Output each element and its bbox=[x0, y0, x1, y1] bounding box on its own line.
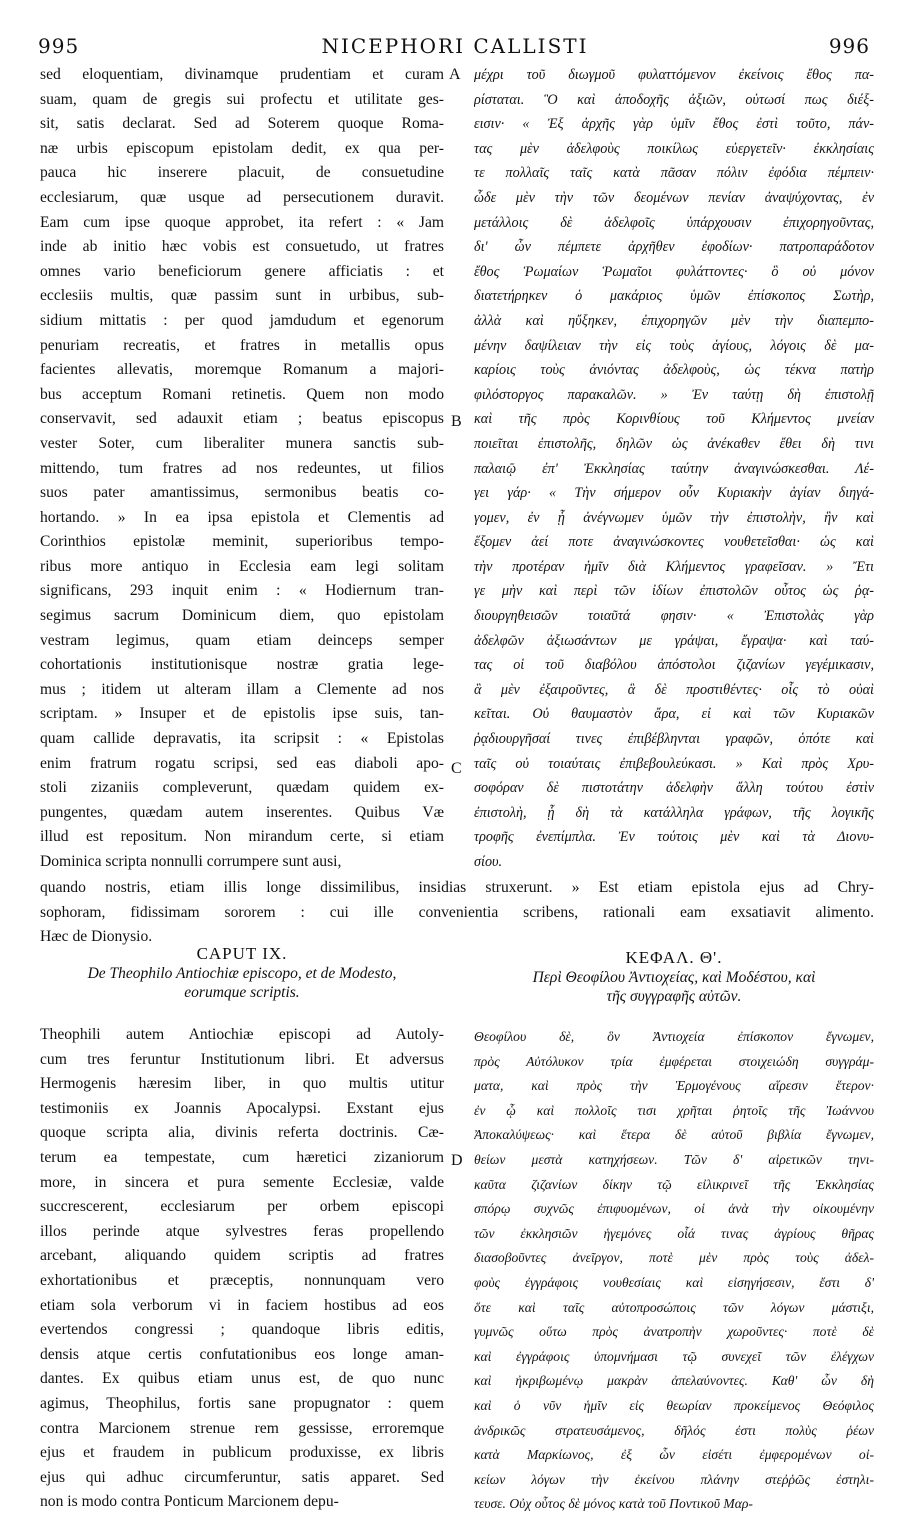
greek-text-line: ἀνδρικῶς στρατευσάμενος, δῆλός ἐστι πολὺς ῥέων bbox=[474, 1422, 874, 1438]
greek-text-line: καὶ ὁ νῦν ἡμῖν εἰς θεωρίαν προκείμενος Θεόφιλος bbox=[474, 1397, 874, 1413]
greek-text-line: ματα, καὶ πρὸς τὴν Ἑρμογένους αἵρεσιν ἕτερον· bbox=[474, 1078, 874, 1094]
latin-text-line: omnes vario beneficiorum genere afficiatis : et bbox=[40, 262, 444, 280]
latin-chapter-heading bbox=[40, 944, 444, 1002]
latin-text-line: ecclesiarum, quæ usque ad persecutionem duravit. bbox=[40, 188, 444, 206]
latin-text-line: arcebant, aliquando quidem scriptis ad fratres bbox=[40, 1247, 444, 1265]
greek-text-line: παλαιῷ ἐπ' Ἐκκλησίας ταύτην ἀναγινώσκεσθαι. Λέ- bbox=[474, 460, 874, 477]
margin-marker-c: C bbox=[451, 760, 462, 777]
greek-text-line: τας μὲν ἀδελφοὺς ποικίλως εὐεργετεῖν· ἐκκλησίαις bbox=[474, 140, 874, 157]
greek-text-line: τας οἱ τοῦ διαβόλου ἀπόστολοι ζιζανίων γεγέμικασιν, bbox=[474, 657, 874, 674]
latin-text-line: sed eloquentiam, divinamque prudentiam et curam bbox=[40, 66, 444, 83]
greek-text-line: καὶ ἐγγράφοις ὑπομνήμασι τῷ συνεχεῖ τῶν ἐλέγχων bbox=[474, 1348, 874, 1364]
latin-text-line: scriptam. » Insuper et de epistolis ipse suis, tan- bbox=[40, 705, 444, 723]
latin-text-line: conservavit, sed adauxit etiam ; beatus episcopus bbox=[40, 410, 444, 428]
greek-text-line: ἐπιστολὴ, ᾗ δὴ τὰ κατάλληλα γράφων, τῆς λογικῆς bbox=[474, 804, 874, 821]
greek-chapter-heading bbox=[474, 948, 874, 1006]
greek-text-line: γυμνῶς οὕτω πρὸς ἀνατροπὴν χωροῦντες· ποτὲ δὲ bbox=[474, 1324, 874, 1340]
latin-text-line: contra Marcionem strenue rem gessisse, erroremque bbox=[40, 1419, 444, 1437]
greek-text-line: διασοβοῦντες ἀνεῖργον, ποτὲ μὲν πρὸς τοὺς ἀδελ- bbox=[474, 1250, 874, 1266]
greek-text-line: ἔθος Ῥωμαίων Ῥωμαῖοι φυλάττοντες· ὃ οὐ μόνον bbox=[474, 263, 874, 280]
latin-text-line: penuriam recreatis, et fratres in metallis opus bbox=[40, 336, 444, 354]
latin-chapter-subtitle-1: De Theophilo Antiochiæ episcopo, et de Modesto, bbox=[87, 965, 397, 982]
greek-text-line: μένην δαψίλειαν τὴν εἰς τοὺς ἁγίους, λόγοις δὲ μα- bbox=[474, 337, 874, 354]
greek-text-line: σοφόραν δὲ πιστοτάτην ἀδελφὴν ἄλλη τούτου ἐστὶν bbox=[474, 780, 874, 797]
greek-text-line: καρίοις τοὺς ἀνιόντας ἀδελφοὺς, ὡς τέκνα πατὴρ bbox=[474, 362, 874, 379]
greek-text-line: τευσε. Οὐχ οὗτος δὲ μόνος κατὰ τοῦ Ποντικοῦ Μαρ- bbox=[474, 1496, 753, 1512]
latin-text-line: Dominica scripta nonnulli corrumpere sunt ausi, bbox=[40, 853, 342, 870]
greek-text-line: ἐν ᾧ καὶ πολλοῖς τισι χρῆται ῥητοῖς τῆς Ἰωάννου bbox=[474, 1102, 874, 1118]
greek-text-line: ῥᾳδιουργῆσαί τινες ἐπιβέβληνται γραφῶν, ὁπότε καὶ bbox=[474, 731, 874, 748]
latin-column-top bbox=[40, 63, 444, 875]
latin-text-line: testimoniis ex Joannis Apocalypsi. Exstant ejus bbox=[40, 1099, 444, 1117]
latin-text-line: inde ab initio hæc vobis est consuetudo, ut fratres bbox=[40, 238, 444, 256]
latin-text-line: quoque scripta alia, divinis referta doctrinis. Cæ- bbox=[40, 1124, 444, 1142]
latin-text-line: ribus more antiquo in Ecclesia eam legi solitam bbox=[40, 557, 444, 575]
latin-text-line: terum ea tempestate, cum hæretici zizaniorum bbox=[40, 1148, 444, 1166]
greek-text-line: τῶν ἐκκλησιῶν ἡγεμόνες οἷά τινας ἀγρίους θῆρας bbox=[474, 1225, 874, 1241]
latin-text-line: Corinthios epistolæ meminit, superioribus tempo- bbox=[40, 533, 444, 551]
greek-text-line: ἀδελφῶν ἀξιωσάντων με γράψαι, ἔγραψα· καὶ ταύ- bbox=[474, 632, 874, 649]
greek-text-line: γε μὴν καὶ περὶ τῶν ἰδίων ἐπιστολῶν οὗτος ὡς ῥᾳ- bbox=[474, 583, 874, 600]
margin-marker-b: B bbox=[451, 413, 462, 430]
greek-text-line: ὧδε μὲν τὴν τῶν δεομένων πενίαν ἀναψύχοντας, ἐν bbox=[474, 189, 874, 206]
greek-text-line: Θεοφίλου δὲ, ὃν Ἀντιοχεία ἐπίσκοπον ἔγνωμεν, bbox=[474, 1029, 874, 1044]
latin-text-line: enim fratrum rogatu scripsi, sed eas diaboli apo- bbox=[40, 754, 444, 772]
latin-text-line: densis atque certis confutationibus eos longe aman- bbox=[40, 1345, 444, 1363]
left-page-number: 995 bbox=[38, 34, 80, 58]
greek-text-line: κείων λόγων τὴν ἐκείνου πλάνην στεῤῥῶς ἐστηλι- bbox=[474, 1471, 874, 1487]
latin-text-line: quando nostris, etiam illis longe dissimilibus, insidias struxerunt. » Est etiam epistola ejus ad Chry- bbox=[40, 879, 874, 896]
latin-text-line: suos pater amantissimus, sermonibus beatis co- bbox=[40, 484, 444, 502]
greek-text-line: τροφῆς ἐνεπίμπλα. Ἐν τούτοις μὲν καὶ τὰ Διονυ- bbox=[474, 829, 874, 846]
latin-text-line: sit, satis declarat. Sed ad Soterem quoque Roma- bbox=[40, 115, 444, 133]
greek-text-line: ἃ μὲν ἐξαιροῦντες, ἃ δὲ προστιθέντες· οἷς τὸ οὐαὶ bbox=[474, 681, 874, 698]
greek-text-line: ὅτε καὶ ταῖς αὐτοπροσώποις τῶν λόγων μάστιξι, bbox=[474, 1299, 874, 1315]
latin-text-line: succrescerent, ecclesiarum per orbem episcopi bbox=[40, 1198, 444, 1216]
latin-chapter-title: CAPUT IX. bbox=[196, 944, 288, 963]
latin-text-line: næ urbis episcopum epistolam dedit, ex qua per- bbox=[40, 139, 444, 157]
latin-text-line: Hæc de Dionysio. bbox=[40, 928, 153, 946]
greek-text-line: τὴν προτέραν ἡμῖν διὰ Κλήμεντος γραφεῖσαν. » Ἔτι bbox=[474, 558, 874, 575]
margin-marker-d: D bbox=[451, 1152, 463, 1169]
latin-text-line: sophoram, fidissimam sororem : cui ille convenientia scribens, rationali eam exsatiavit alimento. bbox=[40, 903, 874, 921]
greek-text-line: καὶ ἠκριβωμένῳ μακρὰν ἀπελαύνοντες. Καθ' ὧν δὴ bbox=[474, 1373, 874, 1389]
latin-chapter-subtitle-2: eorumque scriptis. bbox=[184, 984, 300, 1001]
latin-text-line: ecclesiis multis, quæ passim sunt in urbibus, sub- bbox=[40, 287, 444, 305]
latin-text-line: Eam cum ipse quoque approbet, ita refert : « Jam bbox=[40, 213, 444, 231]
latin-text-line: agimus, Theophilus, fortis sane propugnator : quem bbox=[40, 1394, 444, 1412]
greek-chapter-title: ΚΕΦΑΛ. Θ'. bbox=[625, 948, 723, 967]
greek-text-line: εισιν· « Ἐξ ἀρχῆς γὰρ ὑμῖν ἔθος ἐστὶ τοῦτο, πάν- bbox=[474, 116, 874, 133]
greek-chapter-subtitle-1: Περὶ Θεοφίλου Ἀντιοχείας, καὶ Μοδέστου, καὶ bbox=[532, 969, 816, 986]
greek-text-line: ἕξομεν ἀεί ποτε ἀναγινώσκοντες νουθετεῖσθαι· ὡς καὶ bbox=[474, 534, 874, 551]
greek-text-line: Ἀποκαλύψεως· καὶ ἕτερα δὲ αὐτοῦ βιβλία ἔγνωμεν, bbox=[474, 1127, 874, 1143]
latin-text-line: more, in sincera et pura semente Ecclesiæ, valde bbox=[40, 1173, 444, 1191]
greek-text-line: φοὺς ἐγγράφοις νουθεσίαις καὶ εἰσηγήσεσιν, ἔστι δ' bbox=[474, 1274, 874, 1290]
latin-text-line: suam, quam de gregis sui profectu et utilitate ges- bbox=[40, 90, 444, 108]
greek-text-line: διουργηθεισῶν τοιαῦτά φησιν· « Ἐπιστολὰς γὰρ bbox=[474, 608, 874, 625]
greek-text-line: διατετήρηκεν ὁ μακάριος ὑμῶν ἐπίσκοπος Σωτὴρ, bbox=[474, 288, 874, 305]
latin-text-line: vester Soter, cum liberaliter munera sanctis sub- bbox=[40, 434, 444, 452]
latin-text-line: Hermogenis hæresim liber, in quo multis utitur bbox=[40, 1075, 444, 1093]
latin-text-line: mus ; itidem ut alteram illam a Clemente ad nos bbox=[40, 680, 444, 698]
running-title: NICEPHORI CALLISTI bbox=[321, 34, 589, 58]
latin-text-line: quam callide depravatis, ita scripsit : « Epistolas bbox=[40, 730, 444, 748]
greek-text-line: ποιεῖται ἐπιστολῆς, δηλῶν ὡς ἀνέκαθεν ἔθει δὴ τινι bbox=[474, 435, 874, 452]
greek-text-line: κατὰ Μαρκίωνος, ἐξ ὧν εἰσέτι ἐμφερομένων οἰ- bbox=[474, 1447, 874, 1463]
latin-text-line: evertendos congressi ; quandoque libris editis, bbox=[40, 1321, 444, 1339]
greek-text-line: ταῖς οὐ τοιαύταις ἐπιβεβουλεύκασι. » Καὶ πρὸς Χρυ- bbox=[474, 755, 874, 772]
latin-text-line: illos perinde atque sylvestres feras propellendo bbox=[40, 1222, 444, 1240]
latin-text-line: facientes allevatis, moremque Romanum a majori- bbox=[40, 361, 444, 379]
greek-text-line: μέχρι τοῦ διωγμοῦ φυλαττόμενον ἐκείνοις ἔθος πα- bbox=[474, 67, 874, 83]
greek-text-line: τε πολλαῖς ταῖς κατὰ πᾶσαν πόλιν ἐφόδια πέμπειν· bbox=[474, 165, 874, 182]
latin-text-line: exhortationibus et præceptis, nonnunquam vero bbox=[40, 1271, 444, 1289]
latin-text-line: mittendo, tum fratres ad nos redeuntes, ut filios bbox=[40, 459, 444, 477]
right-page-number: 996 bbox=[828, 34, 870, 58]
latin-text-line: hortando. » In ea ipsa epistola et Clementis ad bbox=[40, 508, 444, 526]
latin-text-line: bus acceptum Romani retinetis. Quem non modo bbox=[40, 385, 444, 403]
greek-text-line: θείων μεστὰ κατηχήσεων. Τῶν δ' αἱρετικῶν τηνι- bbox=[474, 1151, 874, 1167]
latin-text-line: segimus sacrum Dominicum diem, quo epistolam bbox=[40, 607, 444, 625]
greek-text-line: σπόρῳ συχνῶς ἐπιφυομένων, οἱ ἀνὰ τὴν οἰκουμένην bbox=[474, 1201, 874, 1217]
latin-full-width-paragraph bbox=[40, 876, 874, 950]
greek-text-line: ἀλλὰ καὶ ηὔξηκεν, ἐπιχορηγῶν μὲν τὴν διαπεμπο- bbox=[474, 312, 874, 329]
latin-text-line: illud est repositum. Non mirandum certe, si etiam bbox=[40, 828, 444, 846]
greek-text-line: πρὸς Αὐτόλυκον τρία ἐμφέρεται στοιχειώδη συγγράμ- bbox=[474, 1053, 874, 1069]
margin-marker-a: A bbox=[449, 66, 461, 83]
greek-column-top bbox=[474, 63, 874, 875]
greek-text-line: δι' ὧν πέμπετε ἀρχῆθεν ἐφοδίων· πατροπαράδοτον bbox=[474, 239, 874, 256]
latin-text-line: vestram legimus, quam etiam deinceps semper bbox=[40, 631, 444, 649]
latin-text-line: cum tres feruntur Institutionum libri. Et adversus bbox=[40, 1050, 444, 1068]
greek-text-line: γει γάρ· « Τὴν σήμερον οὖν Κυριακὴν ἁγίαν διηγά- bbox=[474, 485, 874, 502]
latin-text-line: dantes. Ex quibus etiam unus est, de quo nunc bbox=[40, 1370, 444, 1388]
greek-text-line: κεῖται. Οὐ θαυμαστὸν ἄρα, εἰ καὶ τῶν Κυριακῶν bbox=[474, 706, 874, 723]
greek-column-bottom bbox=[474, 1025, 874, 1517]
latin-text-line: pauca hic inserere placuit, de consuetudine bbox=[40, 164, 444, 182]
latin-column-bottom bbox=[40, 1023, 444, 1515]
latin-text-line: etiam sola verborum vi in faciem hostibus ad eos bbox=[40, 1296, 444, 1314]
greek-text-line: καὶ τῆς πρὸς Κορινθίους τοῦ Κλήμεντος μνείαν bbox=[474, 411, 874, 428]
latin-text-line: ejus et fraudem in publicum produxisse, ex libris bbox=[40, 1444, 444, 1462]
latin-text-line: ejus qui adhuc circumferuntur, satis apparet. Sed bbox=[40, 1468, 444, 1486]
greek-text-line: φιλόστοργος παρακαλῶν. » Ἐν ταύτῃ δὴ ἐπιστολῇ bbox=[474, 386, 874, 403]
greek-text-line: ρίσταται. Ὃ καὶ ἀποδοχῆς ἀξιῶν, οὑτωσί πως διέξ- bbox=[474, 91, 874, 108]
latin-text-line: pungentes, quædam autem inserentes. Quibus Væ bbox=[40, 803, 444, 821]
latin-text-line: Theophili autem Antiochiæ episcopi ad Autoly- bbox=[40, 1026, 444, 1043]
greek-text-line: γομεν, ἐν ᾗ ἀνέγνωμεν ὑμῶν τὴν ἐπιστολὴν, ἣν καὶ bbox=[474, 509, 874, 526]
latin-text-line: significans, 293 inquit enim : « Hodiernum tran- bbox=[40, 582, 444, 600]
latin-text-line: non is modo contra Ponticum Marcionem depu- bbox=[40, 1493, 339, 1511]
greek-text-line: σίου. bbox=[474, 854, 503, 870]
latin-text-line: sidium mittatis : per quod jamdudum et egenorum bbox=[40, 311, 444, 329]
greek-text-line: μετάλλοις δὲ ἀδελφοῖς ὑπάρχουσιν ἐπιχορηγοῦντας, bbox=[474, 214, 874, 231]
greek-chapter-subtitle-2: τῆς συγγραφῆς αὐτῶν. bbox=[606, 988, 742, 1005]
latin-text-line: stoli zizaniis compleverunt, quædam quidem ex- bbox=[40, 779, 444, 797]
latin-text-line: cohortationis institutionisque nostræ gratia lege- bbox=[40, 656, 444, 674]
greek-text-line: καῦτα ζιζανίων δίκην τῷ εἰλικρινεῖ τῆς Ἐκκλησίας bbox=[474, 1176, 874, 1192]
